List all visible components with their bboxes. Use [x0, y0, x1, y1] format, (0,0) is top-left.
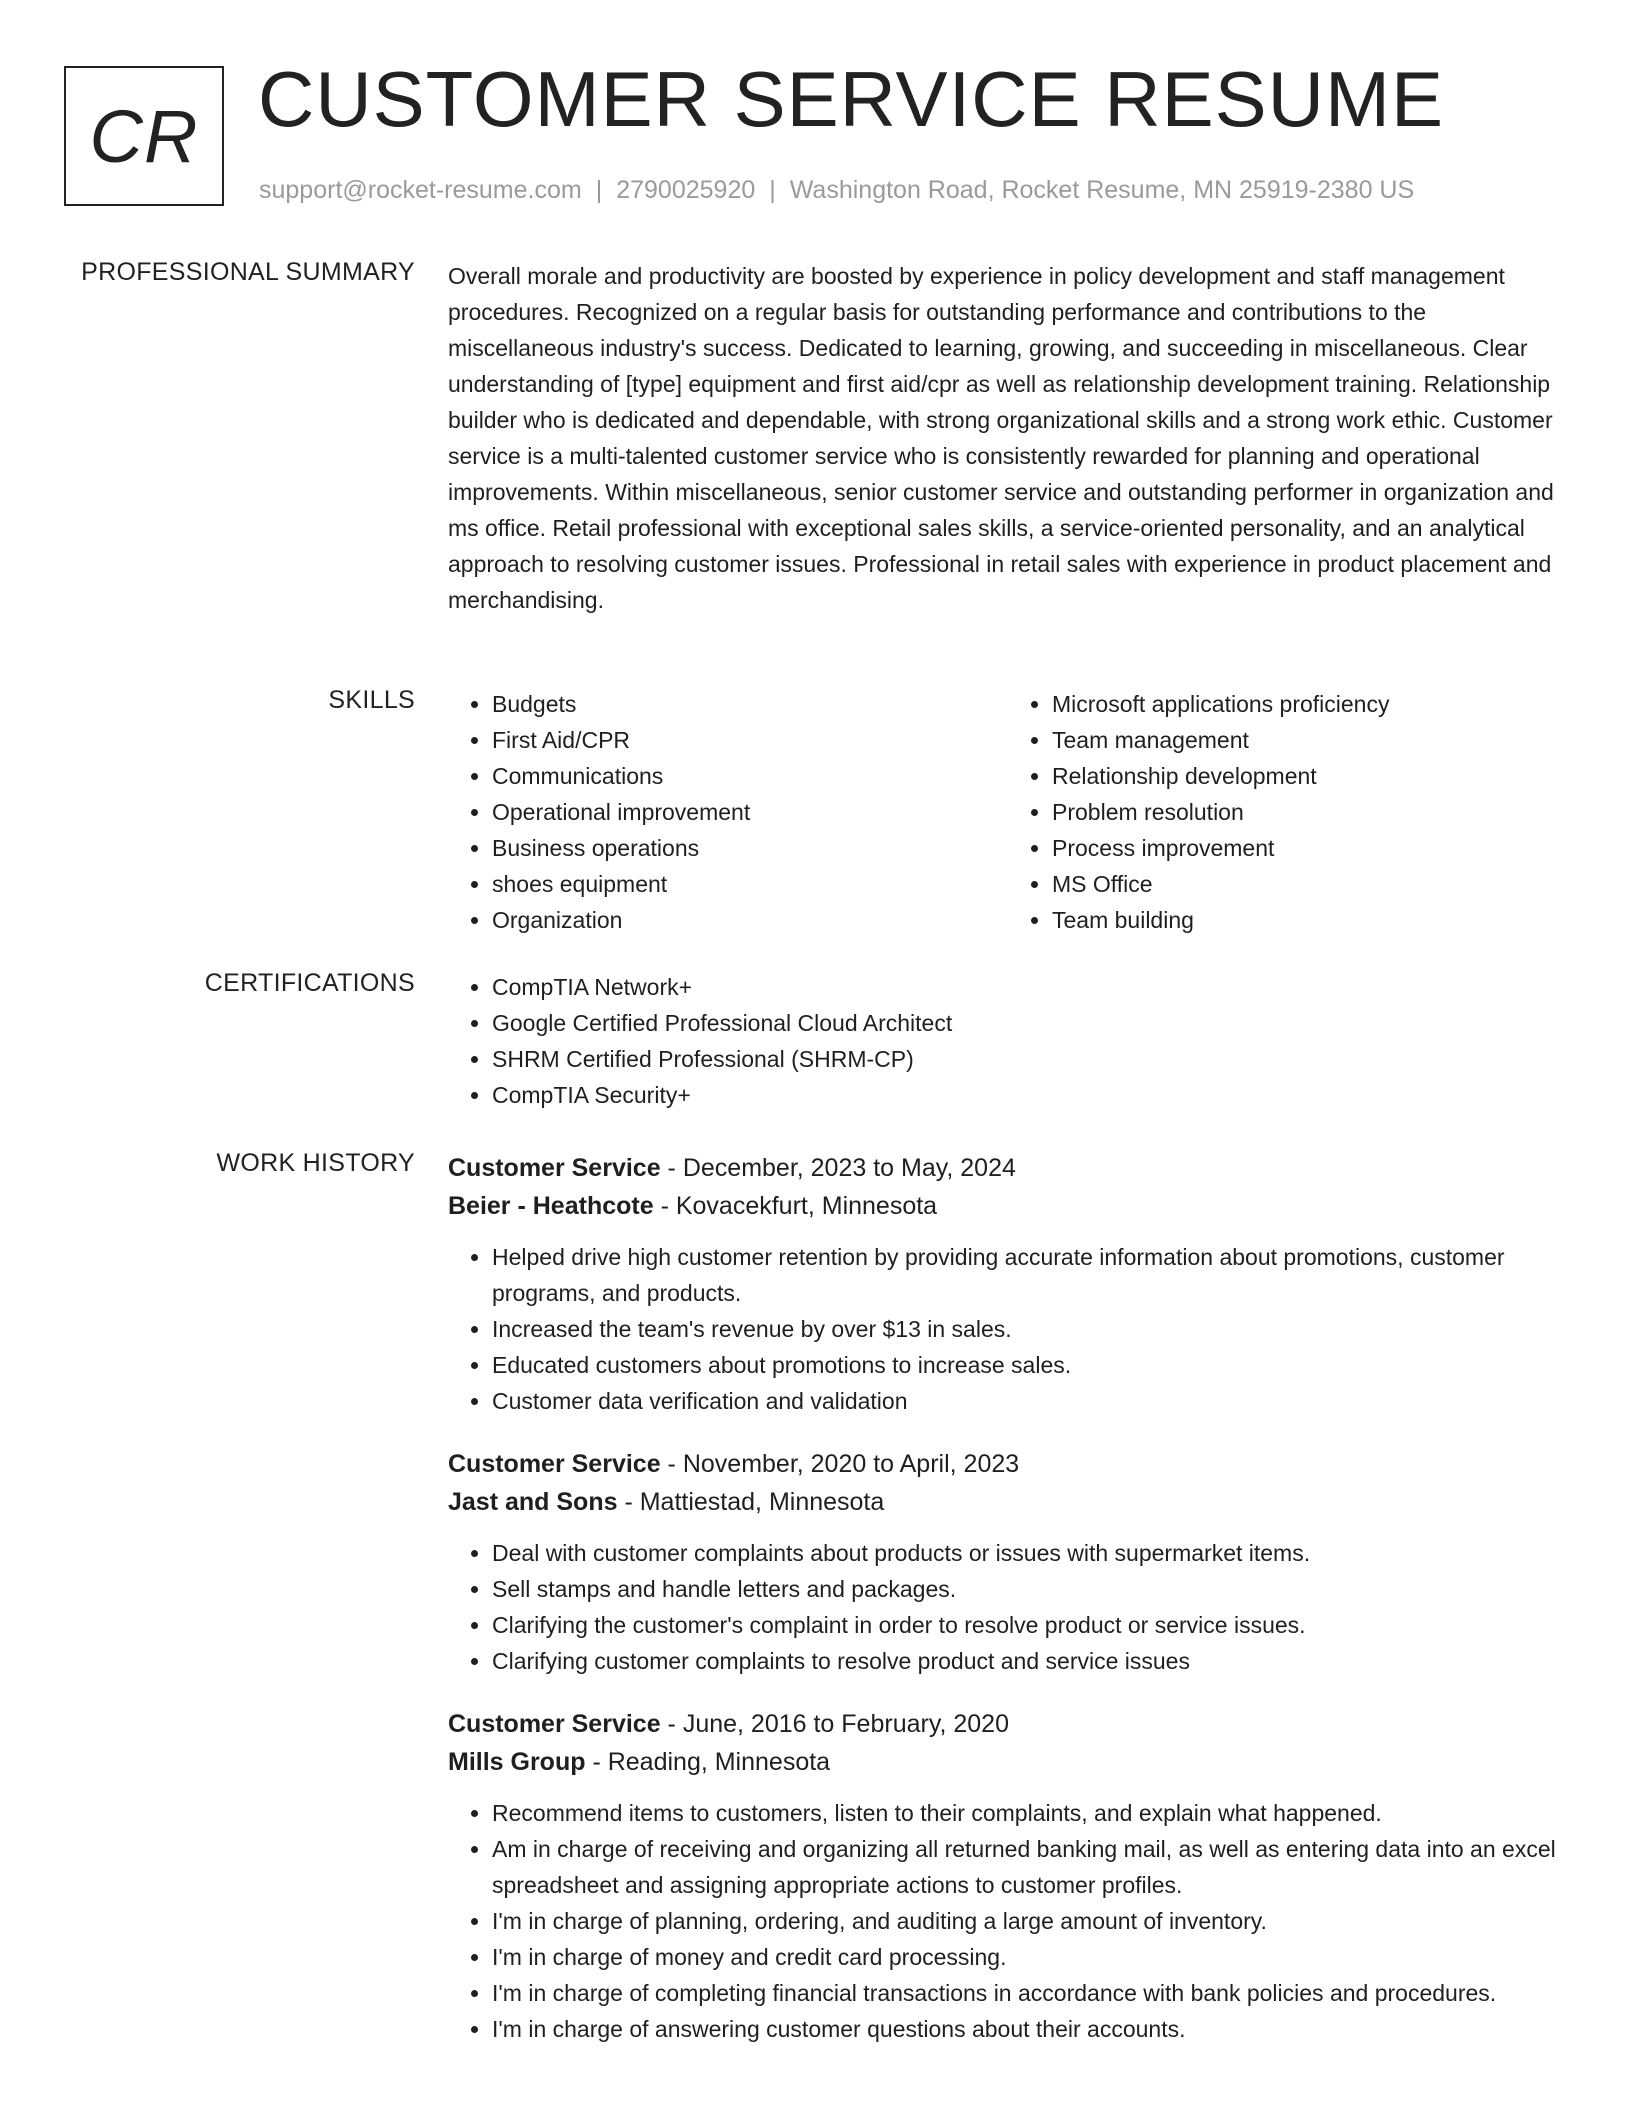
job-duty: • Am in charge of receiving and organizing all returned banking mail, as well as entering data into an excel spreadsheet and assigning appropriate actions to customer profiles. [492, 1831, 1568, 1903]
job-duty: • I'm in charge of planning, ordering, and auditing a large amount of inventory. [492, 1903, 1568, 1939]
skill-item: • Communications [492, 758, 1008, 794]
job-title: Customer Service [448, 1450, 661, 1478]
certification-item: • CompTIA Network+ [492, 969, 1568, 1005]
job-entry [448, 1705, 1568, 2047]
job-company-line [448, 1187, 1568, 1225]
contact-separator: | [595, 176, 603, 204]
certifications-body [448, 969, 1568, 1113]
job-title-line [448, 1705, 1568, 1743]
skill-item: • Microsoft applications proficiency [1052, 686, 1568, 722]
job-location: - Mattiestad, Minnesota [617, 1488, 885, 1516]
job-title-line [448, 1149, 1568, 1187]
job-duty: • Educated customers about promotions to increase sales. [492, 1347, 1568, 1383]
skills-list-left [448, 686, 1008, 938]
work-history-heading: WORK HISTORY [216, 1149, 415, 1177]
job-dates: - June, 2016 to February, 2020 [660, 1710, 1009, 1738]
skill-item: • Relationship development [1052, 758, 1568, 794]
certification-item: • SHRM Certified Professional (SHRM-CP) [492, 1041, 1568, 1077]
skill-item: • Process improvement [1052, 830, 1568, 866]
summary-text: Overall morale and productivity are boosted by experience in policy development and staff management procedures. Recognized on a regular basis for outstanding performance and contributions to the miscellaneous industry's success. Dedicated to learning, growing, and succeeding in miscellaneous. Clear understanding of [type] equipment and first aid/cpr as well as relationship development training. Relationship builder who is dedicated and dependable, with strong organizational skills and a strong work ethic. Customer service is a multi-talented customer service who is consistently rewarded for planning and operational improvements. Within miscellaneous, senior customer service and outstanding performer in organization and ms office. Retail professional with exceptional sales skills, a service-oriented personality, and an analytical approach to resolving customer issues. Professional in retail sales with experience in product placement and merchandising. [448, 263, 1554, 613]
job-location: - Reading, Minnesota [585, 1748, 831, 1776]
work-history-body [448, 1149, 1568, 2073]
contact-email[interactable]: support@rocket-resume.com [259, 176, 582, 204]
job-duty: • I'm in charge of money and credit card processing. [492, 1939, 1568, 1975]
summary-heading: PROFESSIONAL SUMMARY [81, 258, 415, 286]
job-duty: • Clarifying the customer's complaint in order to resolve product or service issues. [492, 1607, 1568, 1643]
job-dates: - November, 2020 to April, 2023 [660, 1450, 1020, 1478]
certification-item: • Google Certified Professional Cloud Architect [492, 1005, 1568, 1041]
skill-item: • Problem resolution [1052, 794, 1568, 830]
skills-list-right [1008, 686, 1568, 938]
skills-heading: SKILLS [328, 686, 415, 714]
contact-phone[interactable]: 2790025920 [616, 176, 756, 204]
job-company: Mills Group [448, 1748, 586, 1776]
job-duties [448, 1535, 1568, 1679]
skill-item: • Business operations [492, 830, 1008, 866]
job-duty: • Deal with customer complaints about products or issues with supermarket items. [492, 1535, 1568, 1571]
job-duty: • Increased the team's revenue by over $13 in sales. [492, 1311, 1568, 1347]
skills-grid [448, 686, 1568, 938]
certification-item: • CompTIA Security+ [492, 1077, 1568, 1113]
contact-separator: | [769, 176, 776, 204]
certifications-list [448, 969, 1568, 1113]
job-dates: - December, 2023 to May, 2024 [660, 1154, 1016, 1182]
job-duty: • I'm in charge of completing financial transactions in accordance with bank policies and procedures. [492, 1975, 1568, 2011]
monogram-logo: CR [64, 66, 224, 206]
job-duty: • Sell stamps and handle letters and packages. [492, 1571, 1568, 1607]
skill-item: • Operational improvement [492, 794, 1008, 830]
resume-title: CUSTOMER SERVICE RESUME [258, 55, 1444, 143]
skill-item: • Team management [1052, 722, 1568, 758]
job-location: - Kovacekfurt, Minnesota [653, 1192, 938, 1220]
summary-body [448, 258, 1568, 618]
job-entry [448, 1149, 1568, 1419]
skill-item: • Team building [1052, 902, 1568, 938]
skill-item: • First Aid/CPR [492, 722, 1008, 758]
job-duty: • Recommend items to customers, listen to their complaints, and explain what happened. [492, 1795, 1568, 1831]
job-duties [448, 1795, 1568, 2047]
skill-item: • Budgets [492, 686, 1008, 722]
job-company: Beier - Heathcote [448, 1192, 654, 1220]
job-duty: • Customer data verification and validation [492, 1383, 1568, 1419]
job-duties [448, 1239, 1568, 1419]
contact-address: Washington Road, Rocket Resume, MN 25919-2380 US [789, 176, 1415, 204]
skill-item: • Organization [492, 902, 1008, 938]
contact-line [259, 176, 1414, 205]
job-title-line [448, 1445, 1568, 1483]
job-duty: • Clarifying customer complaints to resolve product and service issues [492, 1643, 1568, 1679]
skill-item: • MS Office [1052, 866, 1568, 902]
job-company-line [448, 1483, 1568, 1521]
job-company-line [448, 1743, 1568, 1781]
job-duty: • Helped drive high customer retention by providing accurate information about promotions, customer programs, and products. [492, 1239, 1568, 1311]
job-company: Jast and Sons [448, 1488, 618, 1516]
job-duty: • I'm in charge of answering customer questions about their accounts. [492, 2011, 1568, 2047]
skill-item: • shoes equipment [492, 866, 1008, 902]
certifications-heading: CERTIFICATIONS [204, 969, 415, 997]
job-title: Customer Service [448, 1154, 661, 1182]
job-title: Customer Service [448, 1710, 661, 1738]
job-entry [448, 1445, 1568, 1679]
